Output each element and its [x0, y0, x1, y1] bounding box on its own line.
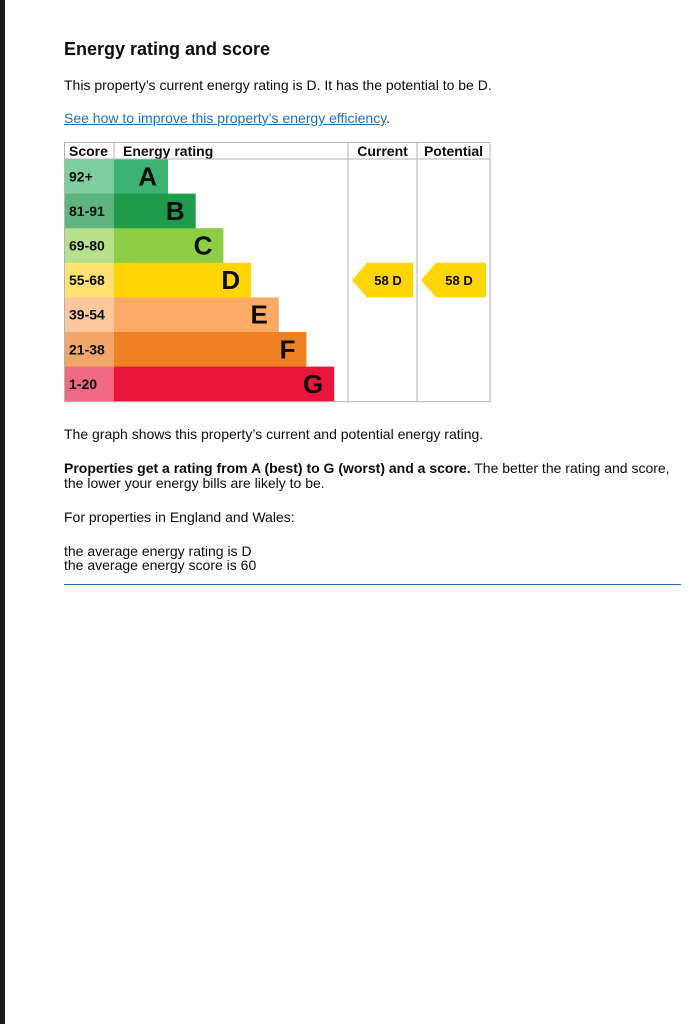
header-potential: Potential — [423, 143, 484, 159]
rating-bar-g — [114, 367, 334, 402]
rating-letter-f: F — [279, 334, 296, 365]
score-label-f: 21-38 — [69, 341, 105, 358]
rating-letter-e: E — [250, 299, 268, 330]
england-wales-text: For properties in England and Wales: — [64, 509, 295, 525]
page-title: Energy rating and score — [64, 39, 271, 59]
current-rating-arrow-label: 58 D — [374, 273, 402, 289]
score-label-g: 1-20 — [69, 375, 98, 392]
rating-letter-g: G — [302, 368, 324, 399]
score-label-d: 55-68 — [69, 272, 105, 289]
rating-letter-d: D — [221, 265, 241, 296]
potential-rating-arrow-label: 58 D — [445, 273, 473, 289]
score-label-e: 39-54 — [69, 306, 105, 323]
average-rating-text: the average energy rating is D — [64, 543, 252, 559]
average-stats — [64, 544, 681, 572]
section-divider — [64, 584, 681, 585]
score-label-c: 69-80 — [69, 237, 105, 254]
window-left-edge — [0, 0, 5, 1024]
header-score: Score — [69, 143, 108, 159]
average-score-text: the average energy score is 60 — [64, 557, 257, 573]
graph-description: The graph shows this property’s current and potential energy rating. — [64, 426, 484, 442]
header-current: Current — [357, 143, 408, 159]
improve-paragraph — [64, 111, 681, 126]
header-energy-rating: Energy rating — [123, 143, 214, 159]
rating-explanation — [64, 461, 681, 491]
intro-text: This property’s current energy rating is D. It has the potential to be D. — [64, 77, 492, 93]
improve-efficiency-link[interactable]: See how to improve this property’s energy efficiency — [64, 110, 387, 126]
main-content — [64, 36, 681, 585]
energy-rating-chart — [64, 142, 491, 403]
rating-letter-b: B — [165, 195, 185, 226]
energy-rating-graph — [64, 142, 491, 403]
rating-explanation-bold: Properties get a rating from A (best) to G (worst) and a score. — [64, 460, 471, 476]
rating-bar-f — [114, 332, 307, 367]
rating-explanation-rest: The better the rating and score, the lower your energy bills are likely to be. — [64, 460, 670, 491]
link-suffix: . — [386, 110, 391, 126]
score-label-a: 92+ — [69, 168, 93, 185]
rating-letter-c: C — [193, 230, 213, 261]
rating-letter-a: A — [138, 161, 157, 192]
score-label-b: 81-91 — [69, 202, 105, 219]
